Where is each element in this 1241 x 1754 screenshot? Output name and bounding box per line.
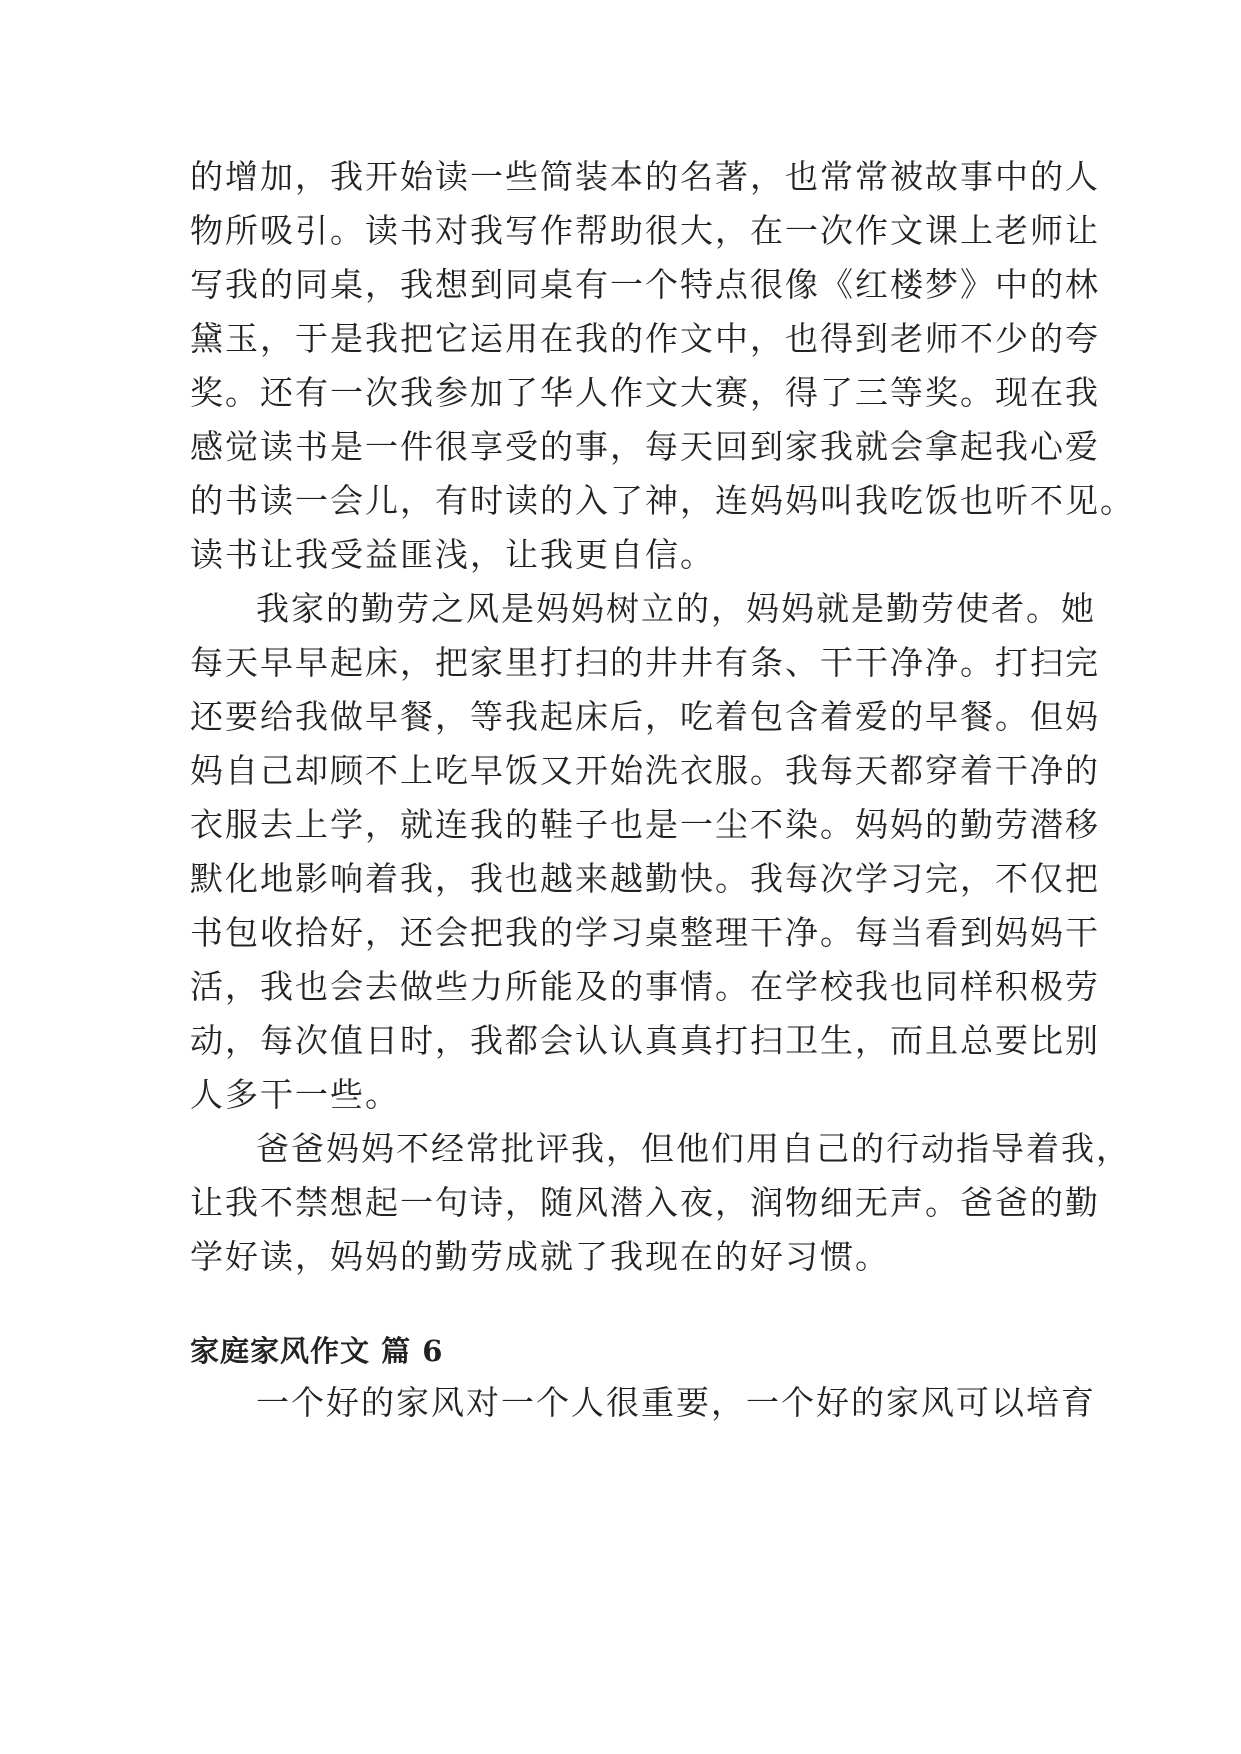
text-line: 写我的同桌，我想到同桌有一个特点很像《红楼梦》中的林 <box>190 265 1100 304</box>
text-line: 读书让我受益匪浅，让我更自信。 <box>190 535 715 574</box>
text-line: 我家的勤劳之风是妈妈树立的，妈妈就是勤劳使者。她 <box>256 589 1096 628</box>
text-line: 还要给我做早餐，等我起床后，吃着包含着爱的早餐。但妈 <box>190 697 1100 736</box>
text-line: 物所吸引。读书对我写作帮助很大，在一次作文课上老师让 <box>190 211 1100 250</box>
section-heading: 家庭家风作文 篇 6 <box>190 1334 444 1368</box>
text-line: 黛玉，于是我把它运用在我的作文中，也得到老师不少的夸 <box>190 319 1100 358</box>
text-line: 衣服去上学，就连我的鞋子也是一尘不染。妈妈的勤劳潜移 <box>190 805 1100 844</box>
text-line: 让我不禁想起一句诗，随风潜入夜，润物细无声。爸爸的勤 <box>190 1183 1100 1222</box>
text-line: 妈自己却顾不上吃早饭又开始洗衣服。我每天都穿着干净的 <box>190 751 1100 790</box>
text-line: 爸爸妈妈不经常批评我，但他们用自己的行动指导着我， <box>256 1129 1131 1168</box>
text-line: 活，我也会去做些力所能及的事情。在学校我也同样积极劳 <box>190 967 1100 1006</box>
text-line: 每天早早起床，把家里打扫的井井有条、干干净净。打扫完 <box>190 643 1100 682</box>
text-line: 学好读，妈妈的勤劳成就了我现在的好习惯。 <box>190 1237 890 1276</box>
text-line: 动，每次值日时，我都会认认真真打扫卫生，而且总要比别 <box>190 1021 1100 1060</box>
text-line: 一个好的家风对一个人很重要，一个好的家风可以培育 <box>256 1383 1096 1422</box>
section-gap <box>190 1284 1050 1326</box>
text-line: 感觉读书是一件很享受的事，每天回到家我就会拿起我心爱 <box>190 427 1100 466</box>
paragraph-diligence <box>190 582 1100 1122</box>
text-line: 的增加，我开始读一些简装本的名著，也常常被故事中的人 <box>190 157 1100 196</box>
text-line: 默化地影响着我，我也越来越勤快。我每次学习完，不仅把 <box>190 859 1100 898</box>
document-body <box>190 150 1135 1430</box>
paragraph-reading <box>190 150 1135 582</box>
text-line: 的书读一会儿，有时读的入了神，连妈妈叫我吃饭也听不见。 <box>190 481 1135 520</box>
text-line: 书包收拾好，还会把我的学习桌整理干净。每当看到妈妈干 <box>190 913 1100 952</box>
paragraph-family-style <box>190 1376 1096 1430</box>
text-line: 奖。还有一次我参加了华人作文大赛，得了三等奖。现在我 <box>190 373 1100 412</box>
text-line: 人多干一些。 <box>190 1075 400 1114</box>
paragraph-parents <box>190 1122 1131 1284</box>
